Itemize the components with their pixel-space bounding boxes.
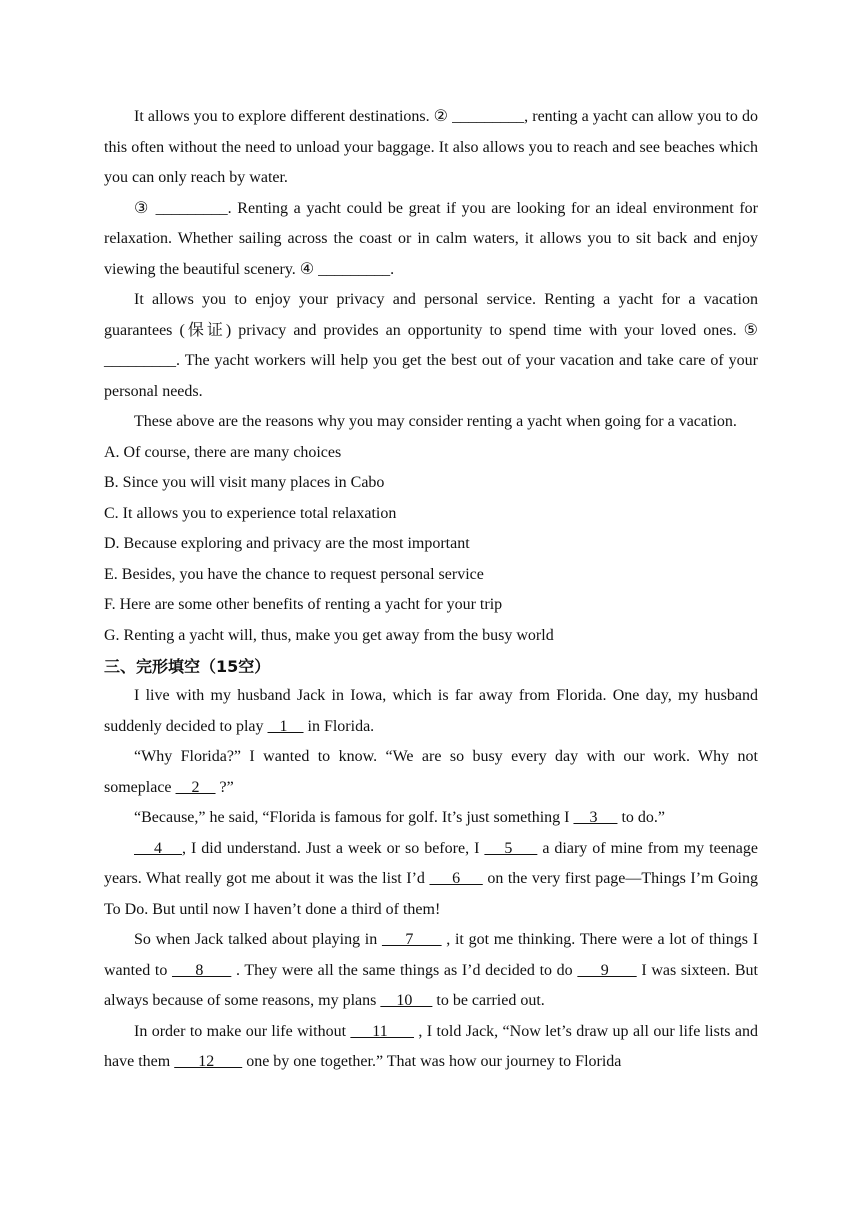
option-b: B. Since you will visit many places in Cabo — [104, 474, 385, 491]
cloze-blank-1: 1 — [267, 717, 304, 735]
cloze-blank-12: 12 — [174, 1053, 243, 1070]
text: , it got me thinking. There were a lot of things I wanted to — [104, 931, 759, 979]
options-list — [104, 438, 758, 652]
document-page — [104, 102, 758, 1078]
cloze-blank-11: 11 — [350, 1022, 414, 1040]
text: a diary of mine from my teenage years. What really got me about it was the list I’d — [104, 839, 759, 887]
text: in Florida. — [303, 717, 375, 735]
option-c: C. It allows you to experience total relaxation — [104, 504, 397, 522]
cloze-blank-8: 8 — [171, 961, 232, 979]
cloze-blank-6: 6 — [429, 870, 483, 887]
text: In order to make our life without — [134, 1022, 351, 1040]
text: ?” — [215, 778, 234, 796]
text: . They were all the same things as I’d decided to do — [231, 961, 578, 979]
option-g: G. Renting a yacht will, thus, make you get away from the busy world — [104, 626, 554, 644]
text: “Because,” he said, “Florida is famous for golf. It’s just something I — [134, 809, 574, 826]
option-d: D. Because exploring and privacy are the most important — [104, 535, 470, 552]
text: on the very first page—Things I’m Going To Do. But until now I haven’t done a third of them! — [104, 870, 758, 918]
cloze-blank-2: 2 — [175, 778, 216, 796]
cloze-paragraph-4 — [104, 834, 758, 926]
cloze-blank-4: 4 — [134, 839, 182, 857]
cloze-paragraph-3 — [104, 803, 758, 834]
cloze-paragraph-1 — [104, 681, 758, 742]
text: , I told Jack, “Now let’s draw up all our life lists and have them — [104, 1022, 758, 1070]
cloze-blank-7: 7 — [381, 931, 442, 948]
cloze-paragraph-2 — [104, 742, 758, 803]
option-e: E. Besides, you have the chance to request personal service — [104, 565, 484, 583]
reading-paragraph: It allows you to enjoy your privacy and personal service. Renting a yacht for a vacation guarantees (保证) privacy and provides an opportunity to spend time with your loved ones. ⑤ _________. The yacht workers will help you get the best out of your vacation and take care of your personal needs. — [104, 291, 758, 400]
text: “Why Florida?” I wanted to know. “We are so busy every day with our work. Why not someplace — [104, 748, 758, 796]
text: , I did understand. Just a week or so before, I — [181, 839, 485, 857]
cloze-paragraph-6 — [104, 1017, 758, 1078]
cloze-paragraph-5 — [104, 925, 758, 1017]
cloze-blank-9: 9 — [577, 961, 637, 979]
text: one by one together.” That was how our journey to Florida — [242, 1053, 622, 1070]
text: I was sixteen. But always because of some reasons, my plans — [104, 961, 758, 1009]
reading-paragraph: These above are the reasons why you may consider renting a yacht when going for a vacation. — [134, 413, 737, 430]
reading-paragraph: ③ _________. Renting a yacht could be great if you are looking for an ideal environment for relaxation. Whether sailing across the coast or in calm waters, it allows you to sit back and enjoy viewing the beautiful scenery. ④ _________. — [104, 199, 758, 278]
text: So when Jack talked about playing in — [134, 931, 382, 948]
text: to be carried out. — [432, 992, 545, 1009]
cloze-blank-10: 10 — [380, 992, 433, 1009]
option-a: A. Of course, there are many choices — [104, 443, 342, 461]
cloze-blank-3: 3 — [573, 809, 618, 826]
option-f: F. Here are some other benefits of renting a yacht for your trip — [104, 596, 503, 613]
section-title: 三、完形填空（15空） — [104, 657, 271, 676]
text: I live with my husband Jack in Iowa, which is far away from Florida. One day, my husband suddenly decided to play — [104, 687, 758, 735]
text: to do.” — [617, 809, 666, 826]
reading-paragraph: It allows you to explore different destinations. ② _________, renting a yacht can allow you to do this often without the need to unload your baggage. It also allows you to reach and see beaches which you can only reach by water. — [104, 108, 758, 186]
cloze-blank-5: 5 — [484, 839, 538, 857]
